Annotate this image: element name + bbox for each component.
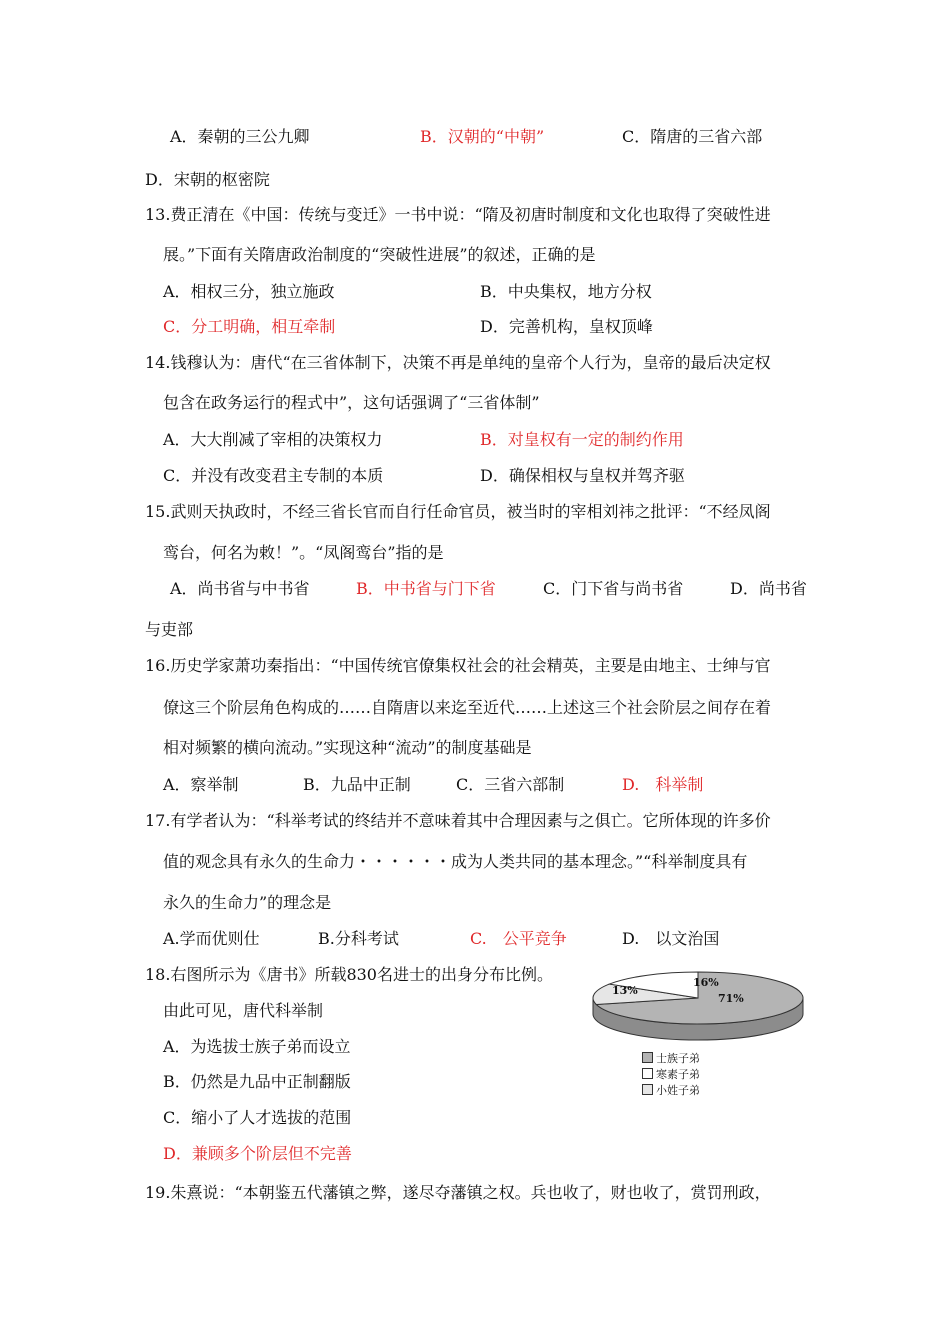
q17-stem-line2: 值的观念具有永久的生命力・・・・・・成为人类共同的基本理念。”“科举制度具有 — [163, 852, 748, 871]
legend-item-2 — [642, 1084, 700, 1098]
legend-item-0 — [642, 1052, 700, 1066]
q12-option-a: A．秦朝的三公九卿 — [170, 127, 310, 146]
q13-option-a: A．相权三分，独立施政 — [163, 282, 335, 301]
q15-stem-line1: 15.武则天执政时，不经三省长官而自行任命官员，被当时的宰相刘祎之批评：“不经凤阁 — [145, 502, 771, 521]
legend-swatch — [642, 1052, 653, 1063]
q14-stem-line1: 14.钱穆认为：唐代“在三省体制下，决策不再是单纯的皇帝个人行为，皇帝的最后决定权 — [145, 353, 771, 372]
legend-item-1 — [642, 1068, 700, 1082]
q18-stem-line2: 由此可见，唐代科举制 — [163, 1001, 324, 1020]
q14-option-c: C．并没有改变君主专制的本质 — [163, 466, 384, 485]
q18-option-c: C．缩小了人才选拔的范围 — [163, 1108, 352, 1127]
q17-option-b: B.分科考试 — [318, 929, 399, 948]
pie-label-0: 71% — [718, 992, 744, 1005]
q15-option-b: B．中书省与门下省 — [356, 579, 496, 598]
q19-stem-line1: 19.朱熹说：“本朝鉴五代藩镇之弊，遂尽夺藩镇之权。兵也收了，财也收了，赏罚刑政， — [145, 1183, 771, 1202]
q17-stem-line1: 17.有学者认为：“科举考试的终结并不意味着其中合理因素与之俱亡。它所体现的许多价 — [145, 811, 771, 830]
q18-stem-line1: 18.右图所示为《唐书》所载830名进士的出身分布比例。 — [145, 965, 553, 984]
q14-stem-line2: 包含在政务运行的程式中”，这句话强调了“三省体制” — [163, 393, 540, 412]
q17-stem-line3: 永久的生命力”的理念是 — [163, 893, 332, 912]
pie-label-1: 16% — [693, 976, 719, 989]
q18-option-b: B．仍然是九品中正制翻版 — [163, 1072, 351, 1091]
q17-option-d: D. 以文治国 — [622, 929, 720, 948]
legend-label: 士族子弟 — [656, 1052, 700, 1065]
legend-swatch — [642, 1068, 653, 1079]
q16-stem-line2: 僚这三个阶层角色构成的……自隋唐以来迄至近代……上述这三个社会阶层之间存在着 — [163, 698, 772, 717]
q14-option-a: A．大大削减了宰相的决策权力 — [163, 430, 383, 449]
q16-option-d: D. 科举制 — [622, 775, 704, 794]
q13-option-c: C．分工明确，相互牵制 — [163, 317, 336, 336]
q13-stem-line1: 13.费正清在《中国：传统与变迁》一书中说：“隋及初唐时制度和文化也取得了突破性进 — [145, 205, 771, 224]
q17-option-c: C. 公平竞争 — [470, 929, 567, 948]
legend-label: 寒素子弟 — [656, 1068, 700, 1081]
q15-option-a: A．尚书省与中书省 — [170, 579, 310, 598]
q16-option-c: C．三省六部制 — [456, 775, 565, 794]
q16-stem-line1: 16.历史学家萧功秦指出：“中国传统官僚集权社会的社会精英，主要是由地主、士绅与官 — [145, 656, 771, 675]
q16-option-b: B．九品中正制 — [303, 775, 411, 794]
q18-option-a: A．为选拔士族子弟而设立 — [163, 1037, 351, 1056]
pie-label-2: 13% — [612, 984, 638, 997]
q14-option-d: D．确保相权与皇权并驾齐驱 — [480, 466, 685, 485]
q15-option-d: D．尚书省 — [730, 579, 807, 598]
q14-option-b: B．对皇权有一定的制约作用 — [480, 430, 684, 449]
origin-distribution-pie-chart — [588, 968, 808, 1050]
q13-option-b: B．中央集权，地方分权 — [480, 282, 652, 301]
q18-option-d: D．兼顾多个阶层但不完善 — [163, 1144, 352, 1163]
q12-option-b: B．汉朝的“中朝” — [420, 127, 545, 146]
q12-option-c: C．隋唐的三省六部 — [622, 127, 763, 146]
q12-option-d: D．宋朝的枢密院 — [145, 170, 270, 189]
legend-label: 小姓子弟 — [656, 1084, 700, 1097]
q16-option-a: A．察举制 — [163, 775, 239, 794]
q15-option-c: C．门下省与尚书省 — [543, 579, 684, 598]
q13-option-d: D．完善机构，皇权顶峰 — [480, 317, 653, 336]
q13-stem-line2: 展。”下面有关隋唐政治制度的“突破性进展”的叙述，正确的是 — [163, 245, 596, 264]
q16-stem-line3: 相对频繁的横向流动。”实现这种“流动”的制度基础是 — [163, 738, 532, 757]
legend-swatch — [642, 1084, 653, 1095]
q15-stem-line2: 鸾台，何名为敕！”。“凤阁鸾台”指的是 — [163, 543, 444, 562]
q15-option-d-continued: 与吏部 — [145, 620, 194, 639]
q17-option-a: A.学而优则仕 — [163, 929, 260, 948]
